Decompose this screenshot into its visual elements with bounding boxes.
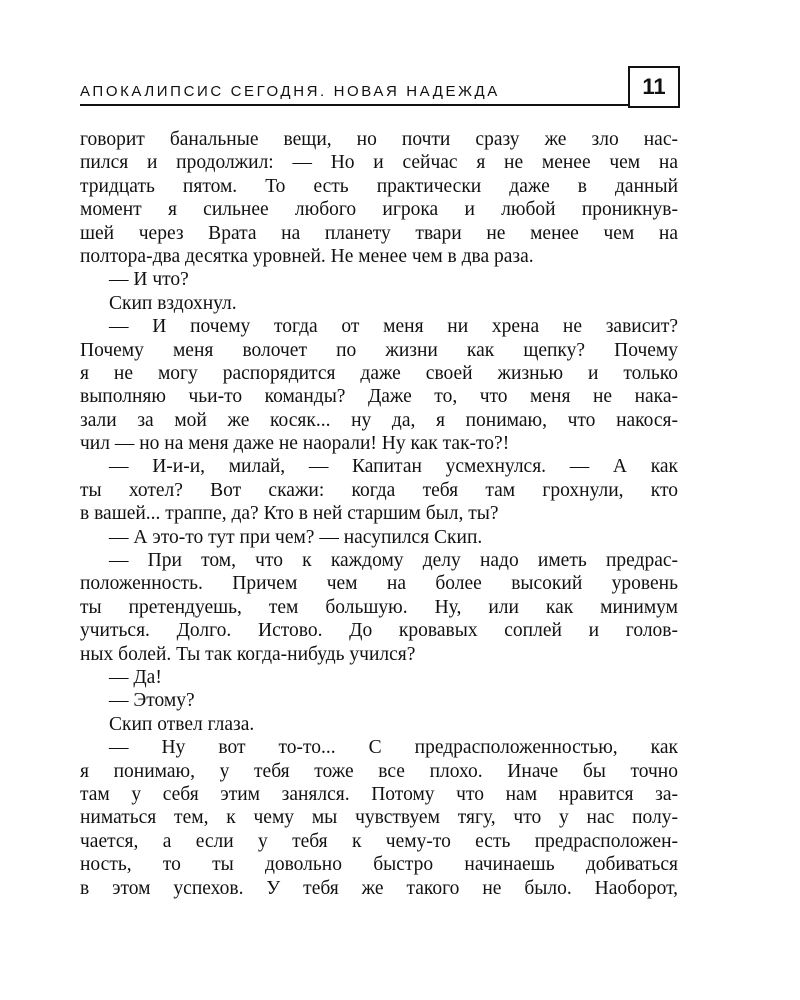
text-line: я понимаю, у тебя тоже все плохо. Иначе бы точно bbox=[80, 760, 678, 782]
text-line: — А это-то тут при чем? — насупился Скип. bbox=[109, 526, 483, 548]
page-number: 11 bbox=[628, 66, 680, 108]
text-line: ты хотел? Вот скажи: когда тебя там грохнули, кто bbox=[80, 479, 678, 501]
text-line: чил — но на меня даже не наорали! Ну как так-то?! bbox=[80, 433, 510, 455]
text-line: — При том, что к каждому делу надо иметь предрас- bbox=[109, 550, 678, 572]
text-line: зали за мой же косяк... ну да, я понимаю, что накося- bbox=[80, 409, 678, 431]
text-line: Почему меня волочет по жизни как щепку? Почему bbox=[80, 339, 678, 361]
text-line: Скип вздохнул. bbox=[109, 292, 237, 314]
text-line: в вашей... траппе, да? Кто в ней старшим был, ты? bbox=[80, 503, 499, 525]
text-line: положенность. Причем чем на более высокий уровень bbox=[80, 573, 678, 595]
text-line: полтора-два десятка уровней. Не менее чем в два раза. bbox=[80, 245, 534, 267]
text-line: чается, а если у тебя к чему-то есть предрасположен- bbox=[80, 830, 678, 852]
text-line: выполняю чьи-то команды? Даже то, что меня не нака- bbox=[80, 386, 678, 408]
running-title: АПОКАЛИПСИС СЕГОДНЯ. НОВАЯ НАДЕЖДА bbox=[80, 83, 500, 100]
text-line: ниматься тем, к чему мы чувствуем тягу, что у нас полу- bbox=[80, 807, 678, 829]
text-line: момент я сильнее любого игрока и любой проникнув- bbox=[80, 199, 678, 221]
text-line: — И почему тогда от меня ни хрена не зависит? bbox=[109, 316, 678, 338]
text-line: — Этому? bbox=[109, 690, 195, 712]
text-line: ность, то ты довольно быстро начинаешь добиваться bbox=[80, 854, 678, 876]
text-line: — И-и-и, милай, — Капитан усмехнулся. — А как bbox=[109, 456, 678, 478]
text-line: я не могу распорядится даже своей жизнью и только bbox=[80, 362, 678, 384]
running-header bbox=[80, 66, 678, 108]
text-line: — И что? bbox=[109, 269, 189, 291]
text-line: Скип отвел глаза. bbox=[109, 713, 255, 735]
text-line: в этом успехов. У тебя же такого не было. Наоборот, bbox=[80, 877, 678, 899]
text-line: говорит банальные вещи, но почти сразу же зло нас- bbox=[80, 129, 678, 150]
body-text bbox=[80, 128, 678, 900]
text-line: пился и продолжил: — Но и сейчас я не менее чем на bbox=[80, 152, 678, 174]
text-line: там у себя этим занялся. Потому что нам нравится за- bbox=[80, 783, 678, 805]
text-line: ных болей. Ты так когда-нибудь учился? bbox=[80, 643, 416, 665]
text-line: шей через Врата на планету твари не менее чем на bbox=[80, 222, 678, 244]
text-line: ты претендуешь, тем большую. Ну, или как минимум bbox=[80, 596, 678, 618]
text-line: — Да! bbox=[109, 666, 162, 688]
text-line: учиться. Долго. Истово. До кровавых соплей и голов- bbox=[80, 620, 678, 642]
text-line: — Ну вот то-то... С предрасположенностью, как bbox=[109, 737, 678, 759]
text-line: тридцать пятом. То есть практически даже в данный bbox=[80, 175, 678, 197]
header-rule bbox=[80, 104, 628, 106]
